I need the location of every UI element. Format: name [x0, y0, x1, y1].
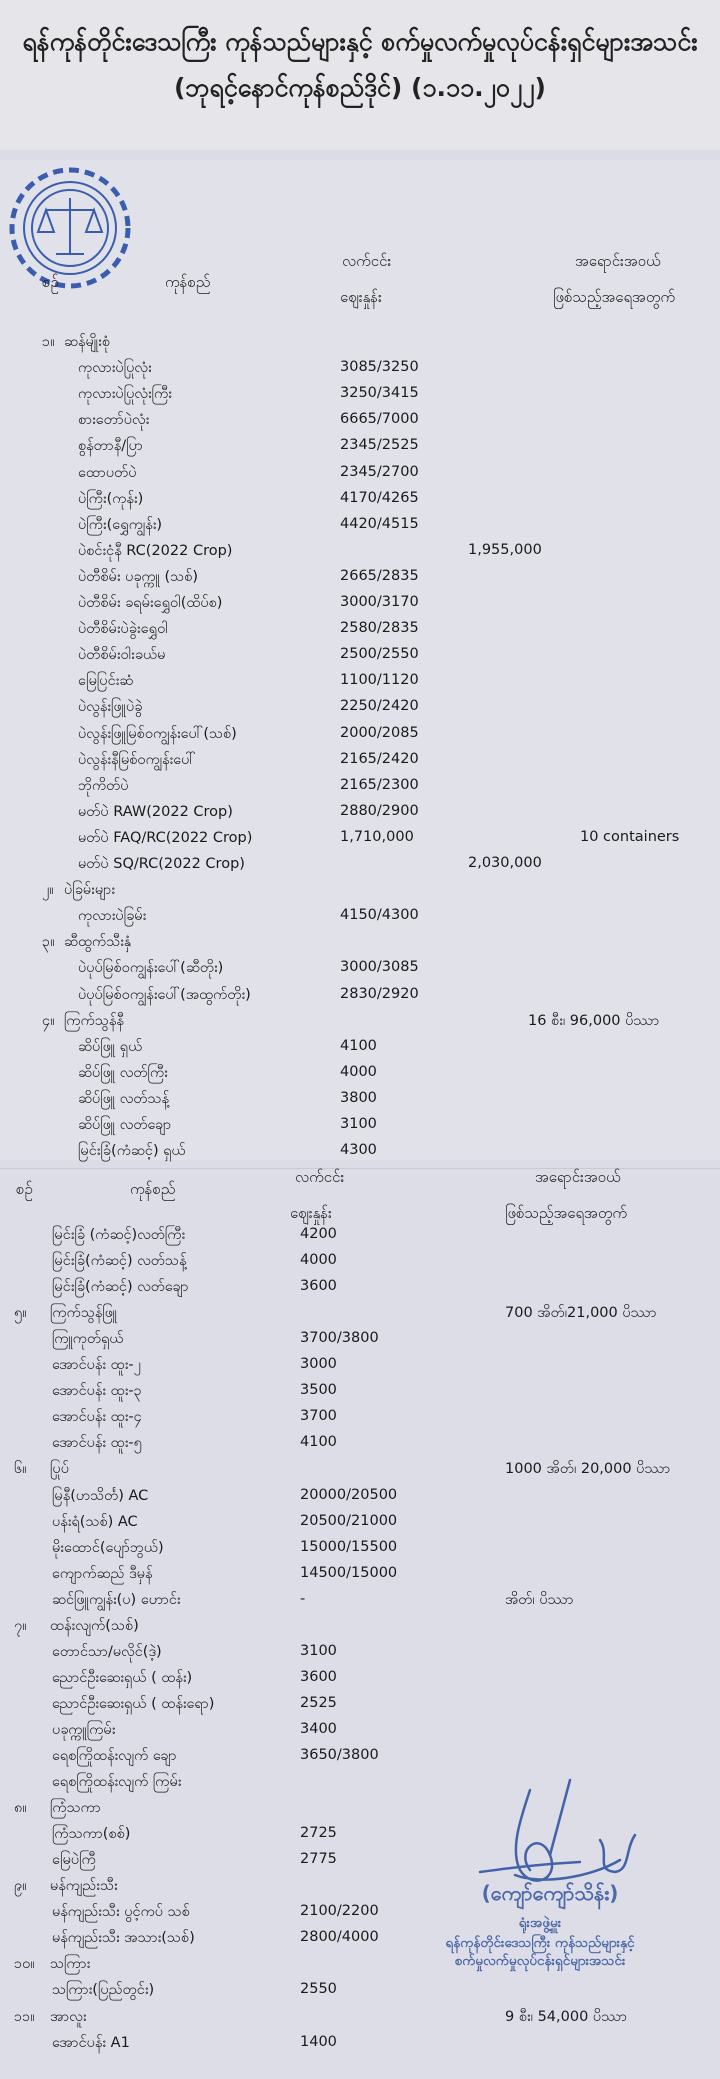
commodity-name: ပဲပုပ်မြစ်ဝကျွန်းပေါ်(ဆီတိုး)	[78, 960, 224, 977]
header-no: စဉ်	[16, 1180, 33, 1198]
header-trade: အရောင်းအဝယ်	[575, 252, 661, 270]
page-title: ရန်ကုန်တိုင်းဒေသကြီး ကုန်သည်များနှင့် စက်မှုလက်မှုလုပ်ငန်းရှင်များအသင်း	[22, 27, 698, 56]
spot-price: 3000/3170	[340, 594, 419, 610]
commodity-name: ပဲတီစိမ်း ခရမ်းရွှေဝါ(ထိပ်စ)	[78, 595, 223, 611]
table-row	[0, 1591, 720, 1615]
commodity-name: မြေပဲကြီ	[52, 1852, 96, 1869]
trade-quantity: 10 containers	[580, 828, 680, 845]
table-row	[0, 2008, 720, 2032]
table-row	[0, 1304, 720, 1328]
spot-price: 20000/20500	[300, 1486, 398, 1503]
row-number: ၁၀။	[14, 1956, 35, 1973]
spot-price: 3600	[300, 1668, 337, 1685]
table-row	[0, 1643, 720, 1667]
table-row	[0, 1487, 720, 1511]
price-per-container: 1,955,000	[468, 541, 542, 558]
table-row	[0, 333, 720, 357]
table-row	[0, 698, 720, 722]
spot-price: 1,710,000	[340, 828, 414, 845]
table-row	[0, 1617, 720, 1641]
commodity-name: ညောင်ဦးဆေးရှယ် ( ထန်း)	[52, 1669, 193, 1686]
commodity-name: ပဲစင်းငုံနီ RC(2022 Crop)	[78, 542, 233, 559]
spot-price: 4200	[300, 1226, 337, 1242]
commodity-name: အောင်ပန်း ထူး-၄	[52, 1409, 142, 1426]
spot-price: 15000/15500	[300, 1538, 398, 1555]
table-row	[0, 1012, 720, 1036]
spot-price: 20500/21000	[300, 1512, 398, 1529]
trade-quantity: အိတ်၊ ပိဿာ	[505, 1591, 574, 1608]
row-number: ၉။	[14, 1878, 27, 1895]
commodity-name: စွန်တာနီ/ပြာ	[78, 438, 143, 455]
row-number: ၁။	[42, 334, 55, 350]
commodity-name: ကြက်သွန်နီ	[64, 1012, 124, 1029]
commodity-name: အောင်ပန်း ထူး-၅	[52, 1435, 142, 1452]
header-spot: လက်ငင်း	[342, 252, 392, 270]
commodity-name: ကြံသကာ(စစ်)	[52, 1826, 131, 1843]
trade-quantity: 9 စီး၊ 54,000 ပိဿာ	[505, 2008, 628, 2025]
commodity-name: ပဲတီစိမ်းဝါးခယ်မ	[78, 647, 166, 664]
spot-price: 4170/4265	[340, 489, 419, 506]
commodity-name: ဆိပ်ဖြူ လတ်ကြီး	[78, 1064, 168, 1081]
commodity-name: ထောပတ်ပဲ	[78, 464, 137, 481]
table-row	[0, 1460, 720, 1484]
commodity-name: ကုလားပဲပြုလုံး	[78, 360, 152, 377]
table-row	[0, 516, 720, 540]
commodity-name: ဆိပ်ဖြူ လတ်ချော	[78, 1117, 172, 1133]
spot-price: 3700	[300, 1408, 337, 1425]
commodity-name: ရေစကြိုထန်းလျက် ချော	[52, 1748, 177, 1764]
commodity-name: ဆင်ဖြူကျွန်း(ပ) ဟောင်း	[52, 1591, 181, 1608]
price-per-container: 2,030,000	[468, 855, 542, 871]
spot-price: 3000/3085	[340, 959, 419, 976]
commodity-name: မတ်ပဲ SQ/RC(2022 Crop)	[78, 856, 245, 872]
trade-quantity: 16 စီး၊ 96,000 ပိဿာ	[528, 1012, 660, 1029]
table-row	[0, 490, 720, 514]
table-row	[0, 907, 720, 931]
table-row	[0, 933, 720, 957]
spot-price: 2165/2420	[340, 750, 419, 767]
page-subtitle: (ဘုရင့်နောင်ကုန်စည်ဒိုင်) (၁.၁၁.၂၀၂၂)	[174, 73, 546, 102]
commodity-name: ပြုပ်	[50, 1461, 69, 1478]
spot-price: 3700/3800	[300, 1330, 379, 1347]
commodity-name: မတ်ပဲ RAW(2022 Crop)	[78, 803, 233, 820]
spot-price: 4000	[300, 1252, 337, 1269]
spot-price: 2165/2300	[340, 776, 419, 793]
spot-price: 4420/4515	[340, 515, 419, 532]
spot-price: 3100	[340, 1116, 377, 1132]
signatory-org-line-1: ရန်ကုန်တိုင်းဒေသကြီး ကုန်သည်များနှင့်	[445, 1935, 635, 1951]
table-row	[0, 986, 720, 1010]
document-header	[0, 0, 720, 150]
row-number: ၁၁။	[14, 2008, 35, 2025]
table-row	[0, 1565, 720, 1589]
spot-price: 3500	[300, 1382, 337, 1399]
spot-price: 2775	[300, 1851, 337, 1868]
signatory-name: (ကျော်ကျော်သိန်း)	[481, 1881, 619, 1905]
commodity-name: အောင်ပန်း ထူး-၃	[52, 1383, 142, 1400]
commodity-name: သကြား	[50, 1956, 91, 1973]
spot-price: 2665/2835	[340, 567, 419, 584]
table-row	[0, 411, 720, 435]
spot-price: 2550	[300, 1981, 337, 1998]
table-row	[0, 829, 720, 853]
spot-price: 1100/1120	[340, 672, 419, 689]
table-row	[0, 1226, 720, 1250]
spot-price: 2000/2085	[340, 724, 419, 741]
commodity-name: ကုလားပဲပြုလုံးကြီး	[78, 386, 172, 403]
row-number: ၃။	[42, 934, 55, 951]
header-quantity: ဖြစ်သည့်အရေအတွက်	[505, 1204, 628, 1222]
spot-price: -	[300, 1590, 306, 1607]
commodity-name: ပန်းရံ(သစ်) AC	[52, 1513, 138, 1530]
spot-price: 3600	[300, 1278, 337, 1295]
table-row	[0, 751, 720, 775]
spot-price: 2800/4000	[300, 1929, 379, 1946]
commodity-name: ကြံသကာ	[50, 1800, 101, 1817]
spot-price: 2880/2900	[340, 802, 419, 819]
commodity-name: ပဲတီစိမ်း ပခုက္ကူ (သစ်)	[78, 568, 199, 585]
commodity-name: မတ်ပဲ FAQ/RC(2022 Crop)	[78, 829, 253, 846]
table-row	[0, 1382, 720, 1406]
row-number: ၄။	[42, 1012, 55, 1029]
spot-price: 2830/2920	[340, 985, 419, 1002]
commodity-name: ဆိပ်ဖြူ ရှယ်	[78, 1038, 143, 1055]
spot-price: 3085/3250	[340, 359, 419, 376]
commodity-name: ရေစကြိုထန်းလျက် ကြမ်း	[52, 1774, 182, 1791]
commodity-name: အောင်ပန်း ထူး-၂	[52, 1357, 141, 1374]
table-row	[0, 725, 720, 749]
header-trade: အရောင်းအဝယ်	[535, 1168, 621, 1186]
commodity-name: ပဲပုပ်မြစ်ဝကျွန်းပေါ်(အထွက်တိုး)	[78, 986, 251, 1003]
commodity-name: ပဲလွန်းဖြူပဲခွဲ	[78, 699, 143, 716]
table-row	[0, 437, 720, 461]
header-no: စဉ်	[42, 273, 59, 291]
header-commodity: ကုန်စည်	[130, 1180, 176, 1198]
commodity-name: မြင်းခြံ(ကံဆင့်) ရှယ်	[78, 1143, 186, 1160]
commodity-name: ဆိပ်ဖြူ လတ်သန့်	[78, 1090, 170, 1107]
commodity-name: ဘိုကိတ်ပဲ	[78, 777, 129, 794]
spot-price: 2345/2700	[340, 463, 419, 480]
header-quantity: ဖြစ်သည့်အရေအတွက်	[553, 288, 676, 306]
commodity-name: မြနီ(ဟသိင်္တ) AC	[52, 1487, 149, 1504]
table-row	[0, 1116, 720, 1140]
table-row	[0, 959, 720, 983]
commodity-name: ပဲလွန်းဖြူမြစ်ဝကျွန်းပေါ်(သစ်)	[78, 725, 237, 742]
table-row	[0, 1356, 720, 1380]
commodity-name: ပဲကြီး(ကုန်း)	[78, 490, 144, 507]
table-row	[0, 1695, 720, 1719]
commodity-name: သကြား(ပြည်တွင်း)	[52, 1982, 155, 1999]
commodity-name: ပခုက္ကူကြမ်း	[52, 1721, 116, 1738]
commodity-name: မြင်းခြံ(ကံဆင့်) လတ်ချော	[52, 1279, 189, 1296]
commodity-name: ကြူကုတ်ရှယ်	[52, 1331, 124, 1348]
row-number: ၂။	[42, 882, 54, 899]
table-row	[0, 359, 720, 383]
table-row	[0, 881, 720, 905]
commodity-name: တောင်သာ/မလိုင်(ဒဲ့)	[52, 1643, 162, 1660]
commodity-name: ပဲကြီး(ရွှေကျွန်း)	[78, 516, 163, 533]
commodity-name: အောင်ပန်း A1	[52, 2034, 130, 2051]
table-row	[0, 464, 720, 488]
commodity-name: ကုလားပဲခြမ်း	[78, 908, 147, 925]
commodity-name: ပဲခြမ်းများ	[64, 882, 116, 899]
spot-price: 14500/15000	[300, 1564, 398, 1581]
spot-price: 2725	[300, 1825, 337, 1842]
table-row	[0, 777, 720, 801]
commodity-name: ပဲလွန်းနီမြစ်ဝကျွန်းပေါ်	[78, 751, 196, 768]
spot-price: 3800	[340, 1089, 377, 1106]
association-seal-icon	[0, 162, 140, 302]
commodity-name: ဆီထွက်သီးနှံ	[64, 934, 132, 951]
header-price: ဈေးနှုန်း	[340, 288, 382, 306]
table-row	[0, 1278, 720, 1302]
table-row	[0, 1513, 720, 1537]
commodity-name: မန်ကျည်းသီး အသား(သစ်)	[52, 1930, 195, 1947]
row-number: ၈။	[14, 1800, 27, 1817]
table-row	[0, 1408, 720, 1432]
trade-quantity: 700 အိတ်၊21,000 ပိဿာ	[505, 1305, 657, 1322]
table-row	[0, 2034, 720, 2058]
spot-price: 4100	[300, 1434, 337, 1451]
table-row	[0, 1721, 720, 1745]
spot-price: 3000	[300, 1356, 337, 1373]
commodity-name: ထန်းလျက်(သစ်)	[50, 1617, 139, 1634]
row-number: ၅။	[14, 1305, 27, 1322]
commodity-name: ပဲတီစိမ်းပဲခွဲးရွှေဝါ	[78, 621, 168, 638]
header-commodity: ကုန်စည်	[165, 273, 211, 291]
signatory-title: ရုံးအဖွဲ့မှူး	[518, 1915, 562, 1931]
table-row	[0, 594, 720, 618]
table-row	[0, 1539, 720, 1563]
table-row	[0, 620, 720, 644]
spot-price: 2100/2200	[300, 1903, 379, 1920]
spot-price: 4000	[340, 1063, 377, 1080]
signatory-org-line-2: စက်မှုလက်မှုလုပ်ငန်းရှင်များအသင်း	[454, 1953, 626, 1969]
commodity-name: မန်ကျည်းသီး	[50, 1878, 118, 1895]
commodity-name: ညောင်ဦးဆေးရှယ် ( ထန်းရော)	[52, 1695, 215, 1712]
table-row	[0, 1090, 720, 1114]
commodity-name: အာလူး	[50, 2008, 87, 2025]
spot-price: 6665/7000	[340, 411, 419, 428]
spot-price: 4150/4300	[340, 907, 419, 924]
spot-price: 3100	[300, 1642, 337, 1659]
commodity-name: ဆန်မျိုးစုံ	[64, 334, 111, 350]
table-row	[0, 1252, 720, 1276]
commodity-name: စားတော်ပဲလုံး	[78, 412, 150, 429]
spot-price: 2525	[300, 1694, 337, 1711]
spot-price: 2250/2420	[340, 698, 419, 715]
commodity-name: မြင်းခြံ (ကံဆင့်)လတ်ကြီး	[52, 1227, 186, 1243]
table-row	[0, 1330, 720, 1354]
table-row	[0, 385, 720, 409]
table-row	[0, 803, 720, 827]
spot-price: 3250/3415	[340, 385, 419, 402]
spot-price: 2500/2550	[340, 646, 419, 663]
table-row	[0, 855, 720, 879]
table-row	[0, 672, 720, 696]
commodity-name: မြေပြင်းဆံ	[78, 673, 134, 690]
commodity-name: ကျောက်ဆည် ဒီမှန်	[52, 1565, 153, 1582]
table-row	[0, 542, 720, 566]
table-row	[0, 1434, 720, 1458]
row-number: ၇။	[14, 1617, 27, 1634]
spot-price: 1400	[300, 2033, 337, 2050]
trade-quantity: 1000 အိတ်၊ 20,000 ပိဿာ	[505, 1461, 671, 1478]
spot-price: 4300	[340, 1142, 377, 1159]
table-row	[0, 1038, 720, 1062]
table-row	[0, 1142, 720, 1166]
spot-price: 2345/2525	[340, 437, 419, 454]
table-row	[0, 1981, 720, 2005]
header-spot: လက်ငင်း	[295, 1168, 345, 1186]
spot-price: 4100	[340, 1037, 377, 1054]
spot-price: 2580/2835	[340, 620, 419, 637]
row-number: ၆။	[14, 1461, 27, 1478]
header-price: ဈေးနှုန်း	[290, 1204, 332, 1222]
table-row	[0, 1669, 720, 1693]
commodity-name: မြင်းခြံ(ကံဆင့်) လတ်သန့်	[52, 1253, 187, 1270]
commodity-name: မိုးထောင်(ပျော်ဘွယ်)	[52, 1539, 164, 1556]
spot-price: 3650/3800	[300, 1747, 379, 1763]
table-row	[0, 1064, 720, 1088]
commodity-name: မန်ကျည်းသီး ပွင့်ကပ် သစ်	[52, 1904, 190, 1921]
commodity-name: ကြက်သွန်ဖြူ	[50, 1305, 118, 1322]
table-row	[0, 568, 720, 592]
table-row	[0, 646, 720, 670]
spot-price: 3400	[300, 1720, 337, 1737]
